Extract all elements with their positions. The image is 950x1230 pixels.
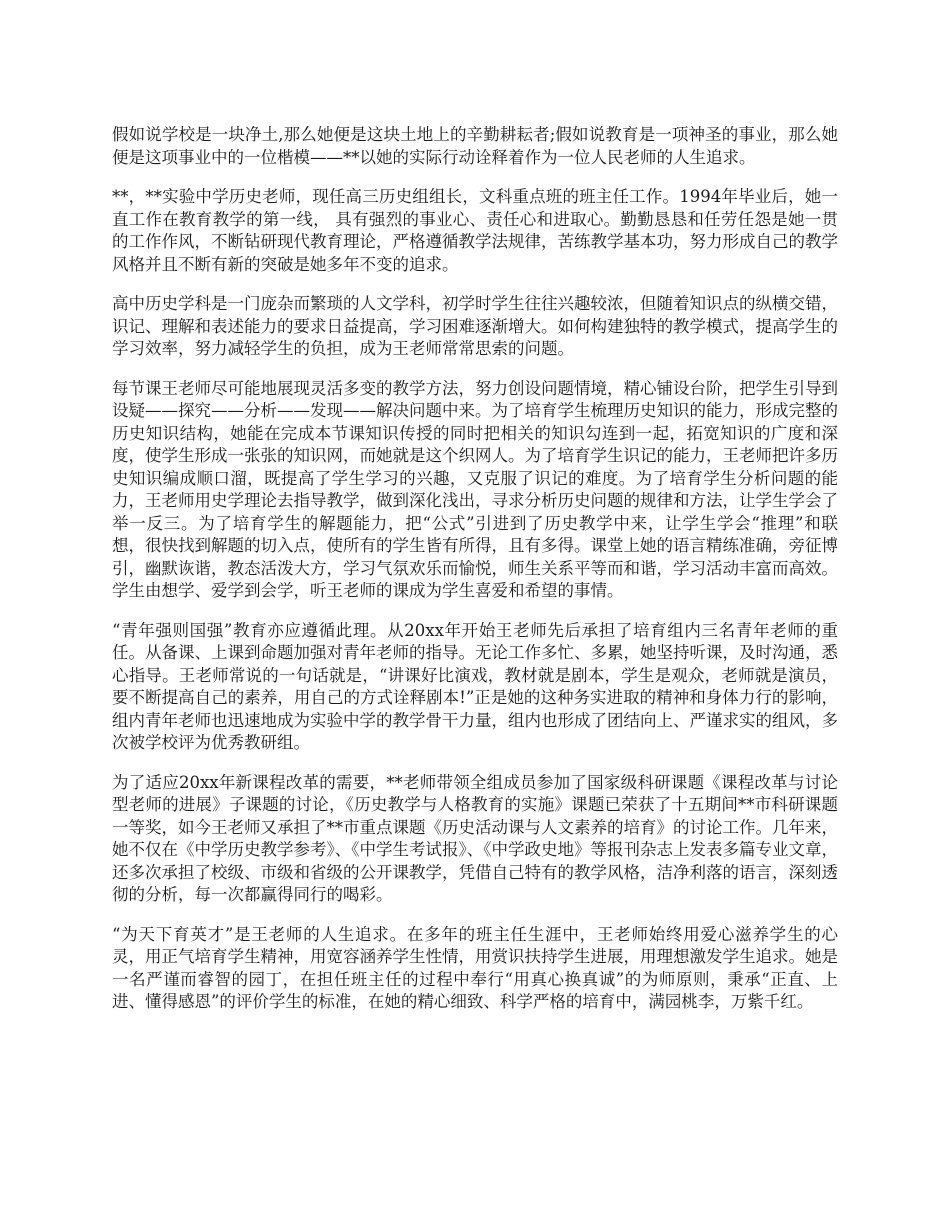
paragraph-teaching-methods: 每节课王老师尽可能地展现灵活多变的教学方法，努力创设问题情境，精心铺设台阶，把学生引导到设疑——探究——分析——发现——解决问题中来。为了培育学生梳理历史知识的能力，形成完整的历史知识结构，她能在完成本节课知识传授的同时把相关的知识勾连到一起，拓宽知识的广度和深度，使学生形成一张张的知识网，而她就是这个织网人。为了培育学生识记的能力，王老师把许多历史知识编成顺口溜，既提高了学生学习的兴趣，又克服了识记的难度。为了培育学生分析问题的能力，王老师用史学理论去指导教学，做到深化浅出，寻求分析历史问题的规律和方法，让学生学会了举一反三。为了培育学生的解题能力，把“公式”引进到了历史教学中来，让学生学会“推理”和联想，很快找到解题的切入点，使所有的学生皆有所得，且有多得。课堂上她的语言精练准确，旁征博引，幽默诙谐，教态活泼大方，学习气氛欢乐而愉悦，师生关系平等而和谐，学习活动丰富而高效。学生由想学、爱学到会学，听王老师的课成为学生喜爱和希望的事情。 [112, 378, 838, 600]
document-body [112, 124, 838, 1031]
paragraph-mentoring: “青年强则国强”教育亦应遵循此理。从20xx年开始王老师先后承担了培育组内三名青年老师的重任。从备课、上课到命题加强对青年老师的指导。无论工作多忙、多累，她坚持听课，及时沟通，悉心指导。王老师常说的一句话就是，“讲课好比演戏，教材就是剧本，学生是观众，老师就是演员，要不断提高自己的素养，用自己的方式诠释剧本!”正是她的这种务实进取的精神和身体力行的影响，组内青年老师也迅速地成为实验中学的教学骨干力量，组内也形成了团结向上、严谨求实的组风，多次被学校评为优秀教研组。 [112, 620, 838, 752]
paragraph-intro: 假如说学校是一块净土,那么她便是这块土地上的辛勤耕耘者;假如说教育是一项神圣的事业，那么她便是这项事业中的一位楷模——**以她的实际行动诠释着作为一位人民老师的人生追求。 [112, 125, 838, 167]
paragraph-profile: **，**实验中学历史老师，现任高三历史组组长，文科重点班的班主任工作。1994年毕业后，她一直工作在教育教学的第一线， 具有强烈的事业心、责任心和进取心。勤勤恳恳和任劳任怨是她一贯的工作作风，不断钻研现代教育理论，严格遵循教学法规律，苦练教学基本功，努力形成自己的教学风格并且不断有新的突破是她多年不变的追求。 [112, 187, 838, 274]
paragraph-class-teacher: “为天下育英才”是王老师的人生追求。在多年的班主任生涯中，王老师始终用爱心滋养学生的心灵，用正气培育学生精神，用宽容涵养学生性情，用赏识扶持学生进展，用理想激发学生追求。她是一名严谨而睿智的园丁，在担任班主任的过程中奉行“用真心换真诚”的为师原则，秉承“正直、上进、懂得感恩”的评价学生的标准，在她的精心细致、科学严格的培育中，满园桃李，万紫千红。 [112, 924, 838, 1011]
paragraph-research: 为了适应20xx年新课程改革的需要，**老师带领全组成员参加了国家级科研课题《课程改革与讨论型老师的进展》子课题的讨论，《历史教学与人格教育的实施》课题已荣获了十五期间**市科研课题一等奖，如今王老师又承担了**市重点课题《历史活动课与人文素养的培育》的讨论工作。几年来，她不仅在《中学历史教学参考》、《中学生考试报》、《中学政史地》等报刊杂志上发表多篇专业文章，还多次承担了校级、市级和省级的公开课教学，凭借自己特有的教学风格，洁净利落的语言，深刻透彻的分析，每一次都赢得同行的喝彩。 [112, 772, 838, 904]
paragraph-subject-challenge: 高中历史学科是一门庞杂而繁琐的人文学科，初学时学生往往兴趣较浓，但随着知识点的纵横交错，识记、理解和表述能力的要求日益提高，学习困难逐渐增大。如何构建独特的教学模式，提高学生的学习效率，努力减轻学生的负担，成为王老师常常思索的问题。 [112, 294, 838, 358]
